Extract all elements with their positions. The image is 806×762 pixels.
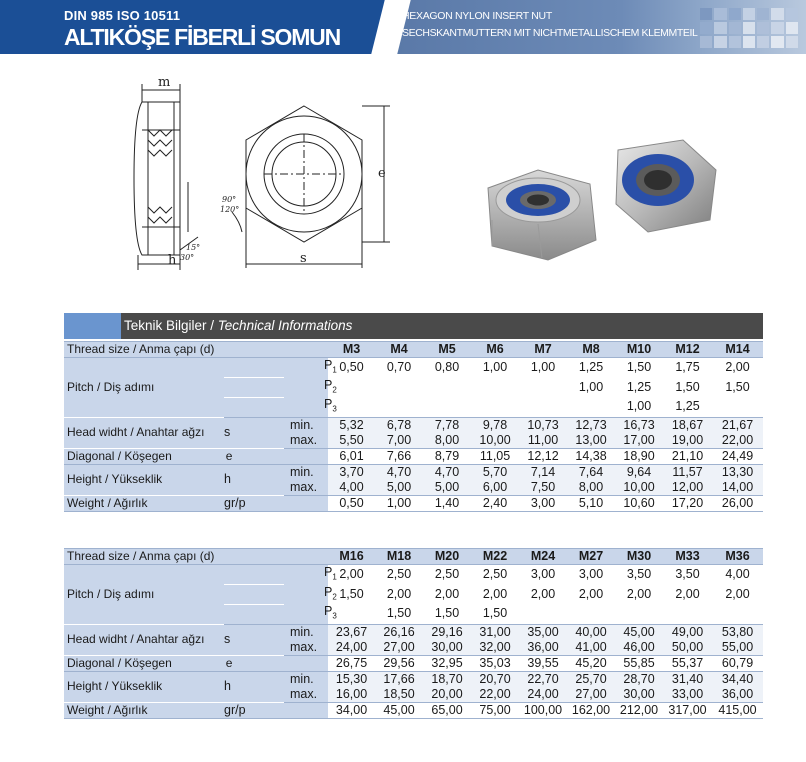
head-max-cell: 55,00: [712, 640, 763, 656]
pitch-p2-cell: 2,00: [386, 586, 412, 601]
head-min-cell: 7,78: [423, 417, 471, 433]
diagonal-cell: 45,20: [567, 655, 615, 671]
height-max-cell: 7,50: [519, 480, 567, 496]
height-min-cell: 15,30: [328, 671, 375, 687]
pitch-p3-cell: [712, 604, 763, 624]
height-max-cell: 18,50: [375, 687, 423, 703]
diagonal-cell: 14,38: [567, 448, 615, 464]
height-max-cell: 14,00: [712, 480, 763, 496]
head-min-cell: 6,78: [375, 417, 423, 433]
weight-row: [64, 495, 763, 511]
head-max-cell: 17,00: [615, 433, 663, 449]
height-max-cell: 20,00: [423, 687, 471, 703]
size-header-cell: M4: [375, 342, 423, 358]
pitch-p2-cell: [471, 378, 519, 398]
max-label: max.: [284, 433, 328, 449]
diagonal-cell: 35,03: [471, 655, 519, 671]
diagonal-cell: 12,12: [519, 448, 567, 464]
head-max-cell: 46,00: [615, 640, 663, 656]
size-header-cell: M5: [423, 342, 471, 358]
head-max-cell: 19,00: [663, 433, 712, 449]
pitch-p3-cell: 1,50: [375, 604, 423, 624]
diagonal-cell: 8,79: [423, 448, 471, 464]
weight-label: Weight / Ağırlık: [64, 702, 224, 718]
head-max-cell: 50,00: [663, 640, 712, 656]
spec-table-1: [64, 341, 763, 512]
height-min-cell: 18,70: [423, 671, 471, 687]
weight-cell: 75,00: [471, 702, 519, 718]
head-min-cell: 35,00: [519, 624, 567, 640]
height-min-row: [64, 464, 763, 480]
pitch-p3-cell: [519, 604, 567, 624]
pitch-label: Pitch / Diş adımı: [64, 565, 224, 625]
height-min-cell: 20,70: [471, 671, 519, 687]
section-title: Teknik Bilgiler / Technical Informations: [124, 318, 353, 333]
german-title: SECHSKANTMUTTERN MIT NICHTMETALLISCHEM KLEMMTEIL: [402, 27, 698, 39]
head-width-label: Head widht / Anahtar ağzı: [64, 417, 224, 448]
weight-cell: 65,00: [423, 702, 471, 718]
height-min-cell: 9,64: [615, 464, 663, 480]
pitch-p1-cell: 1,00: [482, 360, 508, 375]
height-max-cell: 6,00: [471, 480, 519, 496]
pitch-p2-cell: [375, 378, 423, 398]
pitch-p1-row: [64, 565, 763, 585]
height-max-cell: 22,00: [471, 687, 519, 703]
diagonal-cell: 55,37: [663, 655, 712, 671]
head-max-cell: 10,00: [471, 433, 519, 449]
head-min-cell: 9,78: [471, 417, 519, 433]
head-min-cell: 49,00: [663, 624, 712, 640]
head-min-cell: 10,73: [519, 417, 567, 433]
head-max-cell: 7,00: [375, 433, 423, 449]
pitch-p1-cell: 0,70: [386, 360, 412, 375]
pitch-p2-cell: 2,00: [626, 586, 652, 601]
size-header-cell: M16: [328, 549, 375, 565]
height-min-cell: 34,40: [712, 671, 763, 687]
weight-cell: 34,00: [328, 702, 375, 718]
height-min-cell: 31,40: [663, 671, 712, 687]
pitch-p2-cell: [519, 378, 567, 398]
pitch-p2-cell: 1,50: [675, 379, 700, 394]
height-min-cell: 13,30: [712, 464, 763, 480]
head-max-cell: 22,00: [712, 433, 763, 449]
weight-cell: 2,40: [471, 495, 519, 511]
head-min-cell: 40,00: [567, 624, 615, 640]
pitch-p1-cell: 4,00: [725, 567, 750, 582]
height-max-cell: 4,00: [328, 480, 375, 496]
pitch-p3-cell: 1,50: [423, 604, 471, 624]
pitch-p3-label: $P_3$: [284, 397, 328, 417]
diagonal-cell: 60,79: [712, 655, 763, 671]
head-min-cell: 29,16: [423, 624, 471, 640]
standard-label: DIN 985 ISO 10511: [64, 8, 181, 23]
weight-symbol: gr/p: [224, 495, 284, 511]
max-label: max.: [284, 687, 328, 703]
pitch-p1-cell: 3,50: [626, 567, 652, 582]
head-max-cell: 27,00: [375, 640, 423, 656]
diagonal-cell: 6,01: [328, 448, 375, 464]
technical-drawing: [128, 72, 408, 272]
max-label: max.: [284, 480, 328, 496]
height-max-cell: 27,00: [567, 687, 615, 703]
decorative-mosaic: [700, 8, 798, 48]
size-header-cell: M24: [519, 549, 567, 565]
height-max-cell: 30,00: [615, 687, 663, 703]
label-angle-15: 15°: [186, 243, 201, 252]
diagonal-cell: 7,66: [375, 448, 423, 464]
pitch-p3-cell: [567, 397, 615, 417]
pitch-p2-cell: 1,00: [578, 379, 604, 394]
pitch-label: Pitch / Diş adımı: [64, 358, 224, 418]
head-max-cell: 8,00: [423, 433, 471, 449]
diagonal-cell: 24,49: [712, 448, 763, 464]
head-max-cell: 5,50: [328, 433, 375, 449]
pitch-p1-cell: 2,00: [339, 567, 364, 582]
height-min-row: [64, 671, 763, 687]
size-header-cell: M6: [471, 342, 519, 358]
pitch-p1-label: $P_1$: [284, 565, 328, 585]
weight-cell: 212,00: [615, 702, 663, 718]
head-min-cell: 16,73: [615, 417, 663, 433]
label-angle-90: 90°: [222, 195, 237, 204]
section-header: [64, 313, 763, 339]
pitch-p1-label: $P_1$: [284, 358, 328, 378]
page-title: ALTIKÖŞE FİBERLİ SOMUN: [64, 24, 341, 50]
diagonal-cell: 26,75: [328, 655, 375, 671]
height-min-cell: 11,57: [663, 464, 712, 480]
height-min-cell: 4,70: [375, 464, 423, 480]
size-header-cell: M20: [423, 549, 471, 565]
height-max-cell: 8,00: [567, 480, 615, 496]
pitch-p1-cell: 1,50: [626, 360, 652, 375]
height-symbol: h: [224, 464, 284, 495]
weight-cell: 17,20: [663, 495, 712, 511]
pitch-p2-cell: 2,00: [675, 586, 700, 601]
diagonal-cell: 32,95: [423, 655, 471, 671]
pitch-p1-cell: 2,50: [482, 567, 508, 582]
weight-cell: 5,10: [567, 495, 615, 511]
head-min-cell: 23,67: [328, 624, 375, 640]
height-min-cell: 22,70: [519, 671, 567, 687]
size-header-cell: M27: [567, 549, 615, 565]
pitch-p3-cell: 1,00: [615, 397, 663, 417]
label-m: m: [158, 75, 171, 90]
height-max-cell: 12,00: [663, 480, 712, 496]
weight-cell: 162,00: [567, 702, 615, 718]
thread-size-label: Thread size / Anma çapı (d): [64, 549, 328, 565]
size-header-cell: M12: [663, 342, 712, 358]
weight-label: Weight / Ağırlık: [64, 495, 224, 511]
pitch-p2-label: $P_2$: [284, 585, 328, 605]
weight-cell: 45,00: [375, 702, 423, 718]
height-max-cell: 16,00: [328, 687, 375, 703]
pitch-p2-label: $P_2$: [284, 378, 328, 398]
weight-cell: 26,00: [712, 495, 763, 511]
size-header-cell: M3: [328, 342, 375, 358]
height-max-cell: 5,00: [375, 480, 423, 496]
pitch-p1-cell: 3,00: [530, 567, 556, 582]
pitch-p2-cell: 2,00: [725, 586, 750, 601]
label-h: h: [168, 253, 177, 268]
diagonal-row: [64, 448, 763, 464]
diagonal-cell: 29,56: [375, 655, 423, 671]
pitch-p3-cell: 1,25: [663, 397, 712, 417]
height-max-cell: 5,00: [423, 480, 471, 496]
head-min-cell: 26,16: [375, 624, 423, 640]
pitch-p3-cell: [519, 397, 567, 417]
weight-cell: 3,00: [519, 495, 567, 511]
height-min-cell: 25,70: [567, 671, 615, 687]
head-min-cell: 31,00: [471, 624, 519, 640]
head-min-cell: 21,67: [712, 417, 763, 433]
pitch-p2-cell: 2,00: [434, 586, 460, 601]
head-max-cell: 32,00: [471, 640, 519, 656]
size-header-cell: M30: [615, 549, 663, 565]
head-max-cell: 30,00: [423, 640, 471, 656]
weight-cell: 317,00: [663, 702, 712, 718]
diagonal-cell: 55,85: [615, 655, 663, 671]
size-header-cell: M22: [471, 549, 519, 565]
height-max-cell: 36,00: [712, 687, 763, 703]
size-header-cell: M14: [712, 342, 763, 358]
weight-cell: 415,00: [712, 702, 763, 718]
min-label: min.: [284, 671, 328, 687]
height-max-cell: 24,00: [519, 687, 567, 703]
english-title: HEXAGON NYLON INSERT NUT: [402, 10, 552, 22]
size-header-cell: M18: [375, 549, 423, 565]
pitch-p1-row: [64, 358, 763, 378]
weight-cell: 1,00: [375, 495, 423, 511]
pitch-p2-cell: 2,00: [578, 586, 604, 601]
head-min-cell: 12,73: [567, 417, 615, 433]
size-header-row: [64, 549, 763, 565]
pitch-p1-cell: 3,00: [578, 567, 604, 582]
pitch-p1-cell: 3,50: [675, 567, 700, 582]
product-photo: [478, 128, 738, 278]
label-s: s: [300, 251, 307, 266]
diagonal-label: Diagonal / Köşegen e: [64, 448, 284, 464]
pitch-p1-cell: 2,00: [725, 360, 750, 375]
size-header-cell: M33: [663, 549, 712, 565]
label-angle-30: 30°: [180, 253, 195, 262]
head-width-symbol: s: [224, 417, 284, 448]
diagonal-cell: 21,10: [663, 448, 712, 464]
weight-row: [64, 702, 763, 718]
pitch-p3-cell: [375, 397, 423, 417]
pitch-p2-cell: [423, 378, 471, 398]
height-max-cell: 10,00: [615, 480, 663, 496]
pitch-p1-cell: 0,80: [434, 360, 460, 375]
diagonal-cell: 18,90: [615, 448, 663, 464]
pitch-p1-cell: 0,50: [339, 360, 364, 375]
size-header-cell: M10: [615, 342, 663, 358]
pitch-p1-cell: 1,25: [578, 360, 604, 375]
pitch-p2-cell: 1,25: [626, 379, 652, 394]
size-header-cell: M36: [712, 549, 763, 565]
weight-cell: 0,50: [328, 495, 375, 511]
height-min-cell: 7,64: [567, 464, 615, 480]
pitch-p3-cell: [615, 604, 663, 624]
size-header-cell: M7: [519, 342, 567, 358]
pitch-p1-cell: 2,50: [434, 567, 460, 582]
pitch-p1-cell: 1,75: [675, 360, 700, 375]
head-max-cell: 36,00: [519, 640, 567, 656]
pitch-p3-cell: 1,50: [471, 604, 519, 624]
size-header-cell: M8: [567, 342, 615, 358]
pitch-p2-cell: 1,50: [725, 379, 750, 394]
label-angle-120: 120°: [220, 205, 240, 214]
pitch-p3-cell: [423, 397, 471, 417]
head-max-cell: 13,00: [567, 433, 615, 449]
head-max-cell: 41,00: [567, 640, 615, 656]
pitch-p3-cell: [471, 397, 519, 417]
pitch-p3-cell: [567, 604, 615, 624]
head-width-symbol: s: [224, 624, 284, 655]
head-min-cell: 5,32: [328, 417, 375, 433]
pitch-p2-cell: 2,00: [530, 586, 556, 601]
pitch-p1-cell: 1,00: [530, 360, 556, 375]
pitch-p3-cell: [663, 604, 712, 624]
height-symbol: h: [224, 671, 284, 702]
weight-cell: 1,40: [423, 495, 471, 511]
pitch-p3-cell: [712, 397, 763, 417]
height-min-cell: 17,66: [375, 671, 423, 687]
pitch-p1-cell: 2,50: [386, 567, 412, 582]
head-min-cell: 45,00: [615, 624, 663, 640]
weight-symbol: gr/p: [224, 702, 284, 718]
height-label: Height / Yükseklik: [64, 671, 224, 702]
diagonal-row: [64, 655, 763, 671]
spec-table-2: [64, 548, 763, 719]
head-width-label: Head widht / Anahtar ağzı: [64, 624, 224, 655]
weight-cell: 100,00: [519, 702, 567, 718]
height-label: Height / Yükseklik: [64, 464, 224, 495]
head-max-cell: 11,00: [519, 433, 567, 449]
section-accent: [64, 313, 121, 339]
pitch-p3-label: $P_3$: [284, 604, 328, 624]
min-label: min.: [284, 417, 328, 433]
height-min-cell: 7,14: [519, 464, 567, 480]
thread-size-label: Thread size / Anma çapı (d): [64, 342, 328, 358]
diagonal-label: Diagonal / Köşegen e: [64, 655, 284, 671]
height-min-cell: 5,70: [471, 464, 519, 480]
head-max-cell: 24,00: [328, 640, 375, 656]
height-min-cell: 28,70: [615, 671, 663, 687]
diagonal-cell: 11,05: [471, 448, 519, 464]
head-min-cell: 18,67: [663, 417, 712, 433]
pitch-p2-cell: 1,50: [339, 586, 364, 601]
max-label: max.: [284, 640, 328, 656]
height-min-cell: 4,70: [423, 464, 471, 480]
min-label: min.: [284, 464, 328, 480]
weight-cell: 10,60: [615, 495, 663, 511]
size-header-row: [64, 342, 763, 358]
diagonal-cell: 39,55: [519, 655, 567, 671]
head-min-row: [64, 417, 763, 433]
height-min-cell: 3,70: [328, 464, 375, 480]
head-min-row: [64, 624, 763, 640]
head-min-cell: 53,80: [712, 624, 763, 640]
label-e: e: [378, 166, 386, 181]
min-label: min.: [284, 624, 328, 640]
height-max-cell: 33,00: [663, 687, 712, 703]
pitch-p2-cell: 2,00: [482, 586, 508, 601]
